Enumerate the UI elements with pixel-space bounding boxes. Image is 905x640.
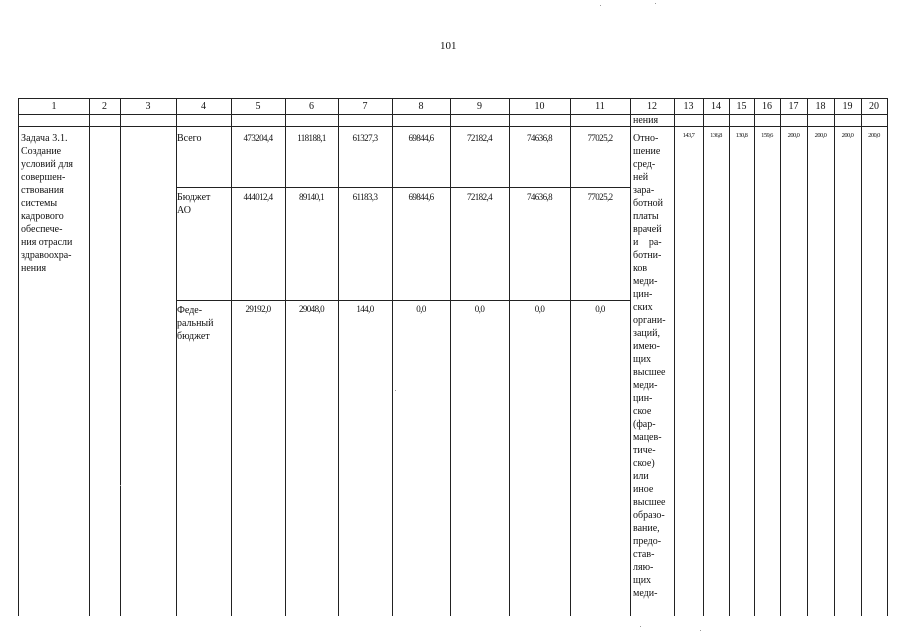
indicator-line: ков xyxy=(633,263,648,274)
carryover-rule xyxy=(19,126,888,127)
indicator-value: 130,8 xyxy=(735,132,748,139)
indicator-line: став- xyxy=(633,549,655,560)
source-okrug-budget xyxy=(177,191,210,217)
indicator-value: 136,8 xyxy=(710,132,722,139)
task-line: кадрового xyxy=(21,211,64,222)
indicator-line: щих xyxy=(633,354,652,365)
column-border xyxy=(729,99,730,616)
task-line: Задача 3.1. xyxy=(21,133,68,144)
indicator-line: и ра- xyxy=(633,237,662,248)
indicator-value: 200,0 xyxy=(814,132,827,139)
column-header: 14 xyxy=(711,101,721,112)
column-border xyxy=(120,99,121,616)
value-cell: 144,0 xyxy=(356,304,374,314)
row-rule xyxy=(176,187,630,188)
column-header: 6 xyxy=(309,101,314,112)
column-header: 4 xyxy=(201,101,206,112)
value-cell: 69844,6 xyxy=(408,192,434,202)
indicator-line: меди- xyxy=(633,588,658,599)
value-cell: 61327,3 xyxy=(352,133,378,143)
column-border xyxy=(887,99,888,616)
indicator-line: (фар- xyxy=(633,419,656,430)
column-border xyxy=(509,99,510,616)
indicator-line: органи- xyxy=(633,315,666,326)
task-description xyxy=(21,132,88,275)
column-border xyxy=(176,99,177,616)
value-cell: 69844,6 xyxy=(408,133,434,143)
header-rule xyxy=(19,114,888,115)
source-line: бюджет xyxy=(177,331,210,342)
column-border xyxy=(807,99,808,616)
column-border xyxy=(630,99,631,616)
carryover-text: нения xyxy=(633,115,659,126)
column-border xyxy=(392,99,393,616)
value-cell: 77025,2 xyxy=(587,192,613,202)
column-border xyxy=(780,99,781,616)
task-line: совершен- xyxy=(21,172,66,183)
indicator-line: образо- xyxy=(633,510,665,521)
column-header: 7 xyxy=(362,101,368,112)
indicator-description xyxy=(633,132,673,600)
row-rule xyxy=(176,300,630,301)
column-header: 11 xyxy=(595,101,605,112)
column-header: 2 xyxy=(102,101,107,112)
column-border xyxy=(861,99,862,616)
column-header: 19 xyxy=(842,101,853,112)
column-border xyxy=(674,99,675,616)
value-cell: 0,0 xyxy=(416,304,426,314)
indicator-line: заций, xyxy=(633,328,660,339)
indicator-value: 200,0 xyxy=(787,132,800,139)
indicator-value: 200,0 xyxy=(841,132,854,139)
indicator-line: высшее xyxy=(633,367,666,378)
indicator-value: 143,7 xyxy=(682,132,695,139)
scan-speck xyxy=(655,3,656,4)
column-header: 8 xyxy=(418,101,424,112)
column-header: 10 xyxy=(534,101,545,112)
column-border xyxy=(450,99,451,616)
column-header: 1 xyxy=(51,101,57,112)
column-header: 20 xyxy=(869,101,879,112)
scan-speck xyxy=(640,626,641,627)
task-line: ствования xyxy=(21,185,64,196)
indicator-line: вание, xyxy=(633,523,660,534)
task-line: здравоохра- xyxy=(21,250,72,261)
indicator-line: имею- xyxy=(633,341,660,352)
column-header: 5 xyxy=(255,101,261,112)
indicator-line: тиче- xyxy=(633,445,656,456)
indicator-line: щих xyxy=(633,575,652,586)
column-border xyxy=(285,99,286,616)
indicator-line: Отно- xyxy=(633,133,659,144)
column-border xyxy=(834,99,835,616)
indicator-line: высшее xyxy=(633,497,666,508)
budget-table xyxy=(18,98,888,616)
task-line: ния отрасли xyxy=(21,237,73,248)
task-line: нения xyxy=(21,263,47,274)
column-border xyxy=(703,99,704,616)
value-cell: 61183,3 xyxy=(352,192,378,202)
indicator-line: цин- xyxy=(633,289,653,300)
indicator-line: ское xyxy=(633,406,652,417)
indicator-line: ское) xyxy=(633,458,655,469)
task-line: системы xyxy=(21,198,58,209)
indicator-line: зара- xyxy=(633,185,655,196)
indicator-line: или xyxy=(633,471,649,482)
scan-speck xyxy=(395,390,396,391)
indicator-line: цин- xyxy=(633,393,653,404)
source-line: Феде- xyxy=(177,305,203,316)
indicator-line: предо- xyxy=(633,536,662,547)
source-line: АО xyxy=(177,205,191,216)
value-cell: 29048,0 xyxy=(298,304,325,314)
column-header: 13 xyxy=(683,101,694,112)
value-cell: 77025,2 xyxy=(587,133,613,143)
indicator-line: ботной xyxy=(633,198,664,209)
value-cell: 444012,4 xyxy=(243,192,273,202)
value-cell: 118188,1 xyxy=(297,133,326,143)
column-border xyxy=(89,99,90,616)
value-cell: 0,0 xyxy=(595,304,605,314)
scan-speck xyxy=(700,630,701,631)
task-line: условий для xyxy=(21,159,74,170)
indicator-line: сред- xyxy=(633,159,656,170)
source-line: ральный xyxy=(177,318,214,329)
value-cell: 72182,4 xyxy=(466,133,493,143)
value-cell: 473204,4 xyxy=(243,133,273,143)
source-line: Всего xyxy=(177,133,202,144)
column-border xyxy=(231,99,232,616)
indicator-line: иное xyxy=(633,484,654,495)
indicator-line: меди- xyxy=(633,276,658,287)
task-line: обеспече- xyxy=(21,224,63,235)
value-cell: 0,0 xyxy=(534,304,545,314)
indicator-value: 159,6 xyxy=(761,132,773,139)
column-header: 12 xyxy=(647,101,657,112)
indicator-line: врачей xyxy=(633,224,662,235)
column-border xyxy=(338,99,339,616)
column-header: 18 xyxy=(815,101,826,112)
value-cell: 72182,4 xyxy=(466,192,493,202)
source-total xyxy=(177,132,202,145)
column-border xyxy=(754,99,755,616)
indicator-line: ских xyxy=(633,302,653,313)
column-header: 3 xyxy=(145,101,151,112)
value-cell: 74636,8 xyxy=(526,133,553,143)
indicator-line: ляю- xyxy=(633,562,654,573)
source-federal-budget xyxy=(177,304,214,343)
indicator-value: 200,0 xyxy=(868,132,880,139)
scan-speck xyxy=(120,485,121,486)
page-number: 101 xyxy=(440,40,457,52)
source-line: Бюджет xyxy=(177,192,211,203)
column-border xyxy=(570,99,571,616)
task-line: Создание xyxy=(21,146,62,157)
indicator-line: меди- xyxy=(633,380,658,391)
column-header: 15 xyxy=(736,101,747,112)
indicator-line: платы xyxy=(633,211,659,222)
value-cell: 89140,1 xyxy=(298,192,325,202)
value-cell: 0,0 xyxy=(474,304,485,314)
indicator-line: ней xyxy=(633,172,649,183)
column-header: 9 xyxy=(477,101,482,112)
value-cell: 29192,0 xyxy=(245,304,271,314)
value-cell: 74636,8 xyxy=(526,192,553,202)
indicator-line: шение xyxy=(633,146,661,157)
scan-speck xyxy=(600,5,601,6)
column-header: 16 xyxy=(762,101,772,112)
column-header: 17 xyxy=(788,101,799,112)
indicator-line: мацев- xyxy=(633,432,662,443)
indicator-line: ботни- xyxy=(633,250,662,261)
